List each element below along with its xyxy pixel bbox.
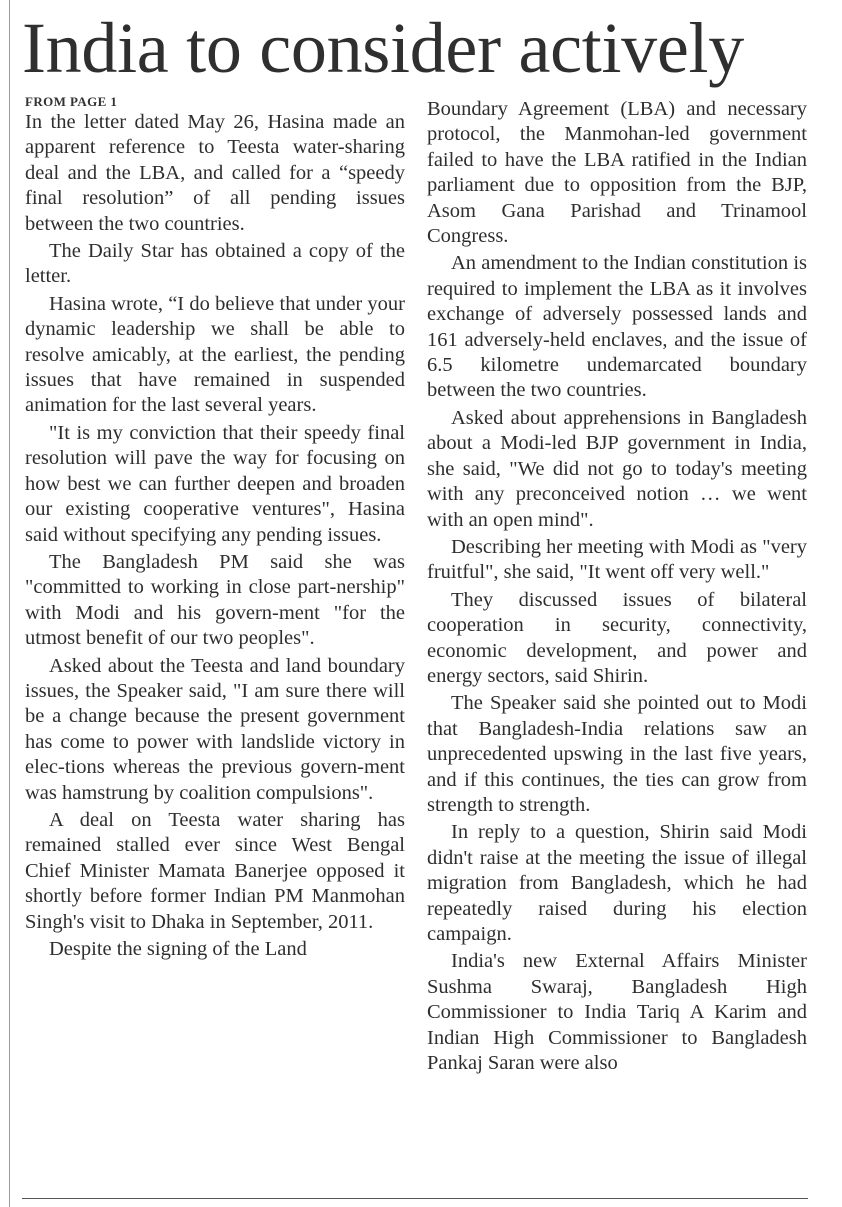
paragraph: In reply to a question, Shirin said Modi didn't raise at the meeting the issue of illegal migration from Bangladesh, which he had repeatedly raised during his election campaign.: [427, 821, 807, 945]
article-column-left: [25, 94, 405, 964]
bottom-rule: [22, 1198, 808, 1199]
paragraph: In the letter dated May 26, Hasina made an apparent reference to Teesta water-sharing deal and the LBA, and called for a “speedy final resolution” of all pending issues between the two countries.: [25, 111, 405, 235]
paragraph: An amendment to the Indian constitution is required to implement the LBA as it involves exchange of adversely possessed lands and 161 adversely-held enclaves, and the issue of 6.5 kilometre undemarcated boundary between the two countries.: [427, 252, 807, 402]
paragraph: The Bangladesh PM said she was "committed to working in close part-nership" with Modi and his govern-ment "for the utmost benefit of our two peoples".: [25, 550, 405, 650]
paragraph: A deal on Teesta water sharing has remained stalled ever since West Bengal Chief Minister Mamata Banerjee opposed it shortly before former Indian PM Manmohan Singh's visit to Dhaka in September, 2011.: [25, 808, 405, 933]
paragraph: Asked about the Teesta and land boundary issues, the Speaker said, "I am sure there will be a change because the present government has come to power with landslide victory in elec-tions whereas the previous govern-ment was hamstrung by coalition compulsions".: [25, 654, 405, 804]
paragraph: The Daily Star has obtained a copy of the letter.: [25, 240, 405, 288]
paragraph: Hasina wrote, “I do believe that under your dynamic leadership we shall be able to resolve amicably, at the earliest, the pending issues that have remained in suspended animation for the last several years.: [25, 292, 405, 417]
paragraph: Describing her meeting with Modi as "very fruitful", she said, "It went off very well.": [427, 535, 807, 584]
paragraph: Asked about apprehensions in Bangladesh about a Modi-led BJP government in India, she said, "We did not go to today's meeting with any preconceived notion … we went with an open mind".: [427, 406, 807, 531]
headline: India to consider actively: [22, 8, 744, 88]
paragraph: The Speaker said she pointed out to Modi that Bangladesh-India relations saw an unprecedented upswing in the last five years, and if this continues, the ties can grow from strength to strength.: [427, 692, 807, 816]
paragraph: Despite the signing of the Land: [49, 938, 307, 960]
paragraph: Boundary Agreement (LBA) and necessary protocol, the Manmohan-led government failed to have the LBA ratified in the Indian parliament due to opposition from the BJP, Asom Gana Parishad and Trinamool Congress.: [427, 98, 807, 248]
paragraph: "It is my conviction that their speedy final resolution will pave the way for focusing on how best we can further deepen and broaden our existing cooperative ventures", Hasina said without specifying any pending issues.: [25, 421, 405, 546]
paragraph: They discussed issues of bilateral cooperation in security, connectivity, economic development, and power and energy sectors, said Shirin.: [427, 588, 807, 687]
column-rule-left: [9, 0, 10, 1207]
jump-kicker: FROM PAGE 1: [25, 94, 118, 109]
paragraph: India's new External Affairs Minister Sushma Swaraj, Bangladesh High Commissioner to India Tariq A Karim and Indian High Commissioner to Bangladesh Pankaj Saran were also: [427, 950, 807, 1075]
article-column-right: [427, 97, 807, 1078]
